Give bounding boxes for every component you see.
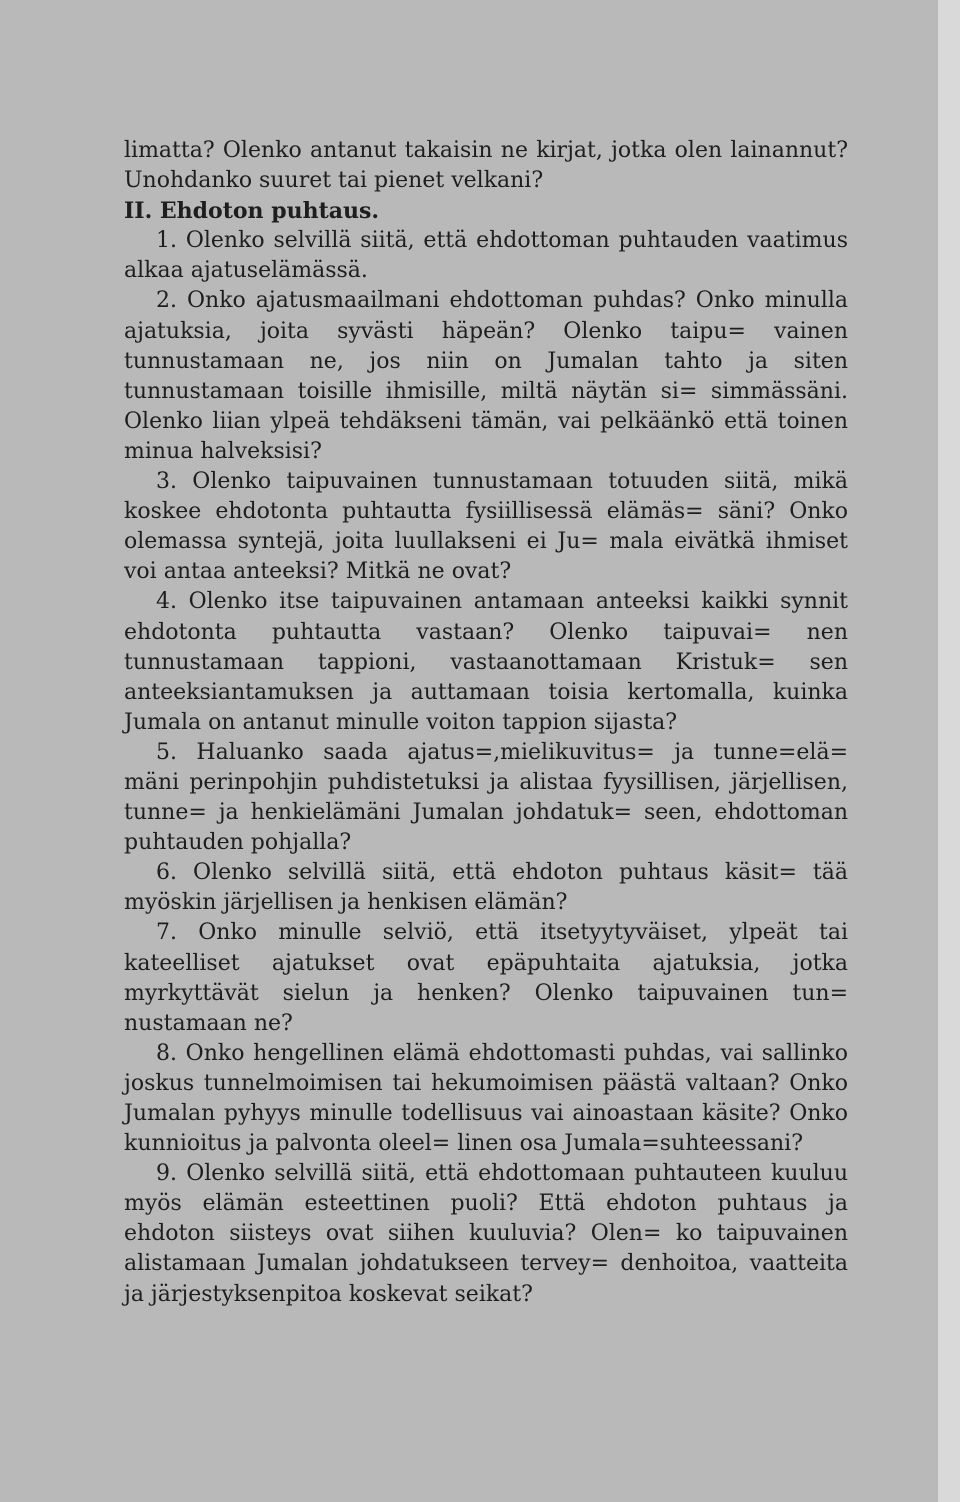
item-5: 5. Haluanko saada ajatus=,mielikuvitus= ja tunne=elä= mäni perinpohjin puhdistetuksi ja alistaa fyysillisen, järjellisen, tunne= ja henkielämäni Jumalan johdatuk= seen, ehdottoman puhtauden pohjalla? xyxy=(124,739,848,856)
section-heading: II. Ehdoton puhtaus. xyxy=(124,198,380,225)
item-2: 2. Onko ajatusmaailmani ehdottoman puhdas? Onko minulla ajatuksia, joita syvästi häpeän? Olenko taipu= vainen tunnustamaan ne, jos niin on Jumalan tahto ja siten tunnustamaan toisille ihmisille, miltä näytän si= simmässäni. Olenko liian ylpeä tehdäkseni tämän, vai pelkäänkö että toinen minua halveksisi? xyxy=(124,288,848,464)
item-1: 1. Olenko selvillä siitä, että ehdottoman puhtauden vaatimus alkaa ajatuselämässä. xyxy=(124,228,848,284)
page-text xyxy=(124,136,848,1310)
item-6: 6. Olenko selvillä siitä, että ehdoton puhtaus käsit= tää myöskin järjellisen ja henkisen elämän? xyxy=(124,860,848,916)
item-7: 7. Onko minulle selviö, että itsetyytyväiset, ylpeät tai kateelliset ajatukset ovat epäpuhtaita ajatuksia, jotka myrkyttävät sielun ja henken? Olenko taipuvainen tun= nustamaan ne? xyxy=(124,920,848,1036)
item-3: 3. Olenko taipuvainen tunnustamaan totuuden siitä, mikä koskee ehdotonta puhtautta fysiillisessä elämäs= säni? Onko olemassa syntejä, joita luullakseni ei Ju= mala eivätkä ihmiset voi antaa anteeksi? Mitkä ne ovat? xyxy=(124,469,848,585)
item-9: 9. Olenko selvillä siitä, että ehdottomaan puhtauteen kuuluu myös elämän esteettinen puoli? Että ehdoton puhtaus ja ehdoton siisteys ovat siihen kuuluvia? Olen= ko taipuvainen alistamaan Jumalan johdatukseen tervey= denhoitoa, vaatteita ja järjestyksenpitoa koskevat seikat? xyxy=(124,1161,848,1307)
item-8: 8. Onko hengellinen elämä ehdottomasti puhdas, vai sallinko joskus tunnelmoimisen tai hekumoimisen päästä valtaan? Onko Jumalan pyhyys minulle todellisuus vai ainoastaan käsite? Onko kunnioitus ja palvonta oleel= linen osa Jumala=suhteessani? xyxy=(124,1040,848,1157)
item-4: 4. Olenko itse taipuvainen antamaan anteeksi kaikki synnit ehdotonta puhtautta vastaan? Olenko taipuvai= nen tunnustamaan tappioni, vastaanottamaan Kristuk= sen anteeksiantamuksen ja auttamaan toisia kertomalla, kuinka Jumala on antanut minulle voiton tappion sijasta? xyxy=(124,589,848,735)
intro-paragraph: limatta? Olenko antanut takaisin ne kirjat, jotka olen lainannut? Unohdanko suuret tai pienet velkani? xyxy=(124,138,848,194)
page-edge xyxy=(938,0,960,1502)
